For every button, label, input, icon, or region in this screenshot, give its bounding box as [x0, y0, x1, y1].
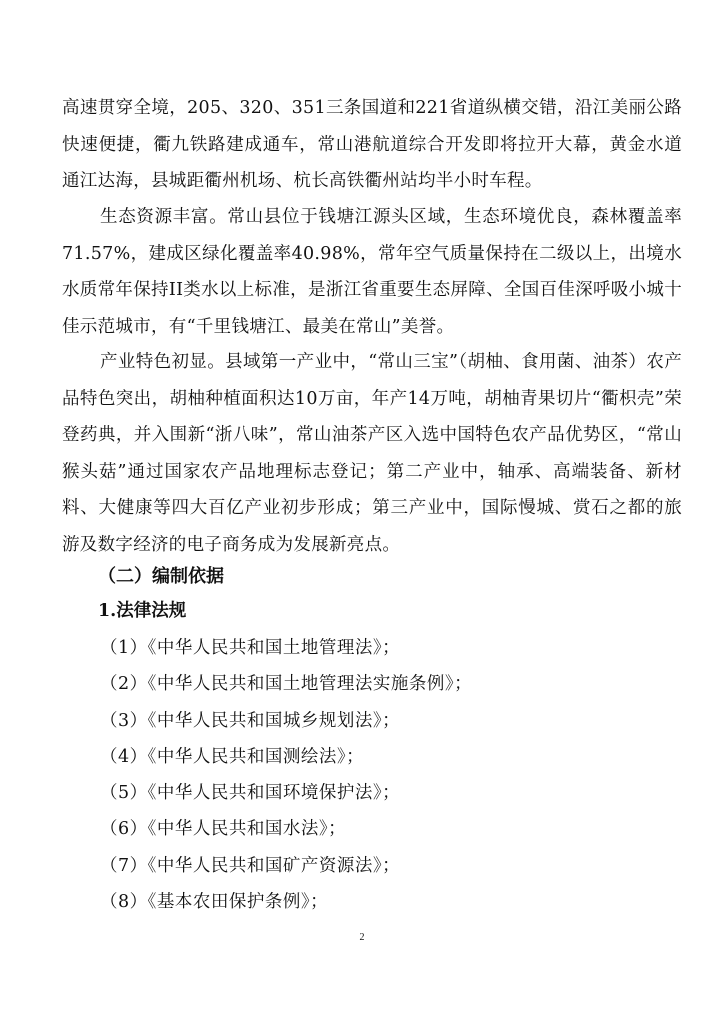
- paragraph-ecology: 生态资源丰富。常山县位于钱塘江源头区域，生态环境优良，森林覆盖率71.57%，建成区绿化覆盖率40.98%，常年空气质量保持在二级以上，出境水水质常年保持II类水以上标准，是浙江省重要生态屏障、全国百佳深呼吸小城十佳示范城市，有“千里钱塘江、最美在常山”美誉。: [62, 207, 682, 337]
- subsection-heading: 1.法律法规: [98, 601, 187, 621]
- page-number: 2: [359, 932, 365, 943]
- law-item: （4）《中华人民共和国测绘法》；: [100, 746, 365, 767]
- law-item: （6）《中华人民共和国水法》；: [100, 819, 347, 840]
- section-heading: （二）编制依据: [98, 566, 224, 587]
- law-list: [100, 630, 472, 920]
- paragraph-industry: 产业特色初显。县域第一产业中，“常山三宝”（胡柚、食用菌、油茶）农产品特色突出，胡柚种植面积达10万亩，年产14万吨，胡柚青果切片“衢枳壳”荣登药典，并入围新“浙八味”，常山油茶产区入选中国特色农产品优势区，“常山猴头菇”通过国家农产品地理标志登记；第二产业中，轴承、高端装备、新材料、大健康等四大百亿产业初步形成；第三产业中，国际慢城、赏石之都的旅游及数字经济的电子商务成为发展新亮点。: [62, 352, 682, 555]
- paragraph-transport: 高速贯穿全境，205、320、351三条国道和221省道纵横交错，沿江美丽公路快速便捷，衢九铁路建成通车，常山港航道综合开发即将拉开大幕，黄金水道通江达海，县城距衢州机场、杭长高铁衢州站均半小时车程。: [62, 98, 682, 191]
- law-item: （1）《中华人民共和国土地管理法》；: [100, 638, 401, 658]
- law-item: （3）《中华人民共和国城乡规划法》；: [100, 710, 401, 731]
- law-item: （7）《中华人民共和国矿产资源法》；: [100, 855, 401, 876]
- law-item: （2）《中华人民共和国土地管理法实施条例》；: [100, 674, 473, 695]
- law-item: （5）《中华人民共和国环境保护法》；: [100, 783, 401, 804]
- law-item: （8）《基本农田保护条例》；: [100, 892, 329, 913]
